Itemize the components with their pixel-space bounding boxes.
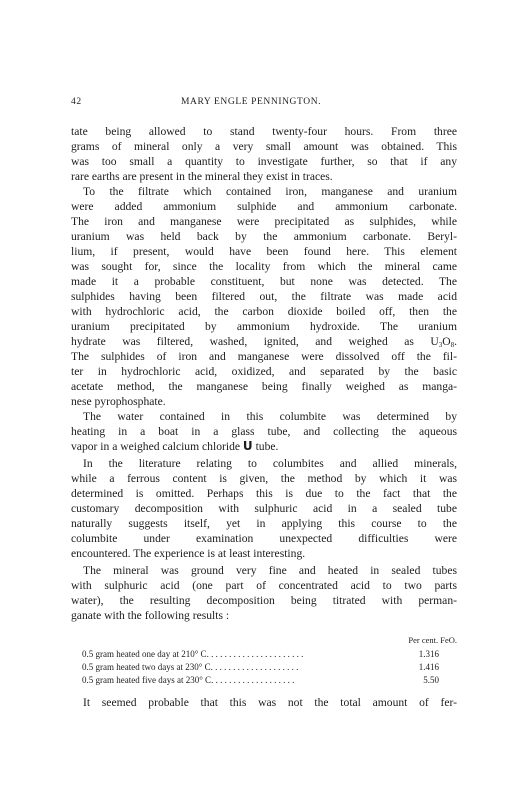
text-line: determined is omitted. Perhaps this is due to the fact that the: [71, 487, 457, 500]
row-label: 0.5 gram heated one day at 210° C. . . . . . . . . . . . . . . . . . . . . .: [82, 649, 304, 659]
text-line: encountered. The experience is at least interesting.: [71, 547, 306, 560]
text-line: heating in a boat in a glass tube, and collecting the aqueous: [71, 425, 457, 438]
text-line: acetate method, the manganese being finally weighed as manga-: [71, 380, 457, 393]
subscript-3: 3: [438, 341, 443, 349]
text-line: customary decomposition with sulphuric acid in a sealed tube: [71, 502, 457, 515]
text-line: The mineral was ground very fine and heated in sealed tubes: [83, 564, 457, 577]
text-line: lium, if present, would have been found here. This element: [71, 245, 457, 258]
text-line: with hydrochloric acid, the carbon dioxide boiled off, then the: [71, 305, 457, 318]
table-caption: Per cent. FeO.: [408, 635, 457, 645]
oxygen-symbol: O: [442, 335, 451, 348]
text-line: nese pyrophosphate.: [71, 395, 166, 408]
text-line: were added ammonium sulphide and ammonium carbonate.: [71, 200, 457, 213]
text-line: grams of mineral only a very small amount was obtained. This: [71, 140, 457, 153]
running-head: MARY ENGLE PENNINGTON.: [181, 97, 322, 107]
text-line: The iron and manganese were precipitated as sulphides, while: [71, 215, 457, 228]
text-line: It seemed probable that this was not the total amount of fer-: [83, 696, 457, 709]
text-line: ganate with the following results :: [71, 609, 230, 622]
text-line: The water contained in this columbite was determined by: [83, 410, 457, 423]
text-line: In the literature relating to columbites and allied minerals,: [83, 457, 457, 470]
text-line: uranium was held back by the ammonium carbonate. Beryl-: [71, 230, 457, 243]
text-line: made it a probable constituent, but none was detected. The: [71, 275, 457, 288]
page-number: 42: [71, 97, 82, 107]
row-value: 1.316: [418, 649, 439, 659]
text-line: To the filtrate which contained iron, manganese and uranium: [83, 185, 457, 198]
text-line: The sulphides of iron and manganese were dissolved off the fil-: [71, 350, 457, 363]
text-line: was sought for, since the locality from which the mineral came: [71, 260, 457, 273]
text-line: with sulphuric acid (one part of concentrated acid to two parts: [71, 579, 457, 592]
text-line: naturally suggests itself, yet in applying this course to the: [71, 517, 457, 530]
row-label: 0.5 gram heated two days at 230° C. . . . . . . . . . . . . . . . . . . .: [82, 662, 299, 672]
u-tube-symbol: U: [242, 439, 253, 453]
text-line: water), the resulting decomposition being titrated with perman-: [71, 594, 457, 607]
text-line: rare earths are present in the mineral they exist in traces.: [71, 170, 333, 183]
table-row: [82, 648, 439, 661]
text-line: while a ferrous content is given, the method by which it was: [71, 472, 457, 485]
row-value: 5.50: [423, 675, 439, 685]
text-line: was too small a quantity to investigate further, so that if any: [71, 155, 457, 168]
text-line: tate being allowed to stand twenty-four hours. From three: [71, 125, 457, 138]
table-row: [82, 661, 439, 674]
page-header: [71, 97, 457, 111]
uranium-symbol: U: [430, 335, 439, 348]
text-line: ter in hydrochloric acid, oxidized, and separated by the basic: [71, 365, 457, 378]
text-line: columbite under examination unexpected difficulties were: [71, 532, 457, 545]
text-line-utube: vapor in a weighed calcium chloride U tube.: [71, 439, 279, 453]
row-value: 1.416: [418, 662, 439, 672]
row-label: 0.5 gram heated five days at 230° C. . . . . . . . . . . . . . . . . . .: [82, 675, 295, 685]
table-row: [82, 674, 439, 687]
subscript-8: 8: [450, 341, 455, 349]
text-line-formula: hydrate was filtered, washed, ignited, and weighed as $U_3O_8$.: [71, 335, 457, 349]
text-line: uranium precipitated by ammonium hydroxide. The uranium: [71, 320, 457, 333]
book-page: [71, 0, 457, 793]
text-line: sulphides having been filtered out, the filtrate was made acid: [71, 290, 457, 303]
